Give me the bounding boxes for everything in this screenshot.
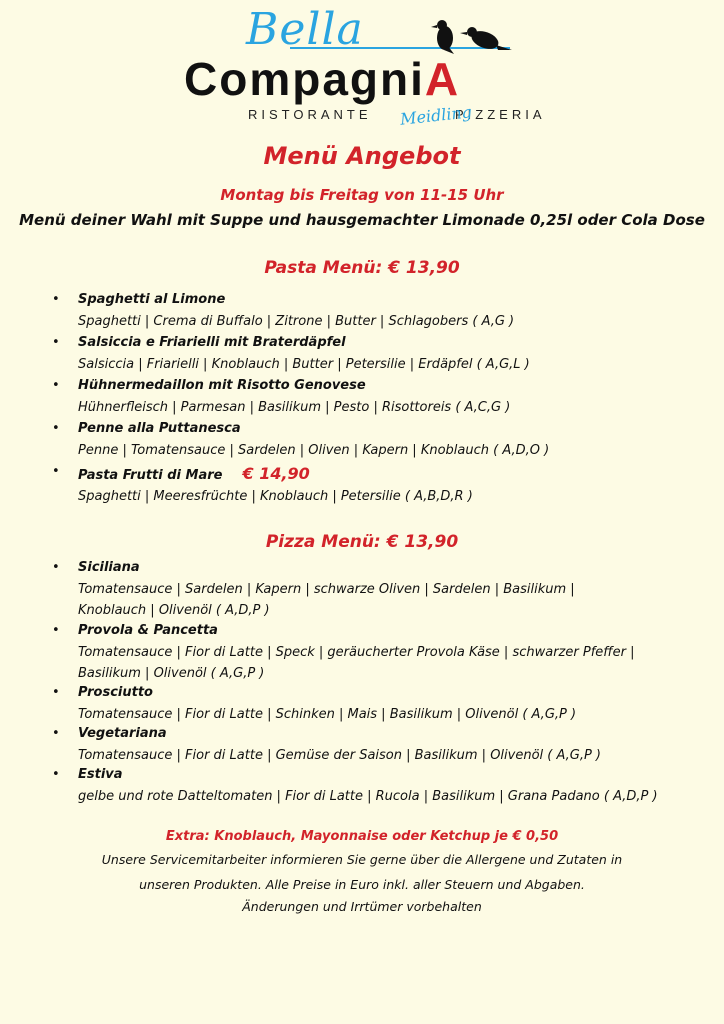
bullet-icon: •	[52, 726, 60, 741]
ingredients-line: Tomatensauce | Sardelen | Kapern | schwarze Oliven | Sardelen | Basilikum |	[78, 582, 575, 597]
item-ingredients: gelbe und rote Datteltomaten | Fior di Latte | Rucola | Basilikum | Grana Padano ( A,D,P )	[78, 789, 658, 804]
pasta-heading: Pasta Menü: € 13,90	[264, 258, 460, 278]
item-name: Hühnermedaillon mit Risotto Genovese	[78, 378, 366, 393]
item-name: Prosciutto	[78, 685, 153, 700]
logo-ristorante: RISTORANTE	[248, 107, 372, 122]
logo-meidling: Meidling	[399, 102, 473, 129]
logo-pizzeria: PIZZERIA	[455, 107, 546, 122]
ingredients-line: Basilikum | Olivenöl ( A,G,P )	[78, 666, 265, 681]
pizza-heading: Pizza Menü: € 13,90	[265, 532, 459, 552]
item-ingredients: Spaghetti | Crema di Buffalo | Zitrone | Butter | Schlagobers ( A,G )	[78, 314, 515, 329]
bullet-icon: •	[52, 421, 60, 436]
bullet-icon: •	[52, 335, 60, 350]
logo-a: A	[424, 53, 461, 105]
extras-note: Extra: Knoblauch, Mayonnaise oder Ketchup je € 0,50	[165, 829, 559, 844]
bullet-icon: •	[52, 378, 60, 393]
item-ingredients: Penne | Tomatensauce | Sardelen | Oliven | Kapern | Knoblauch ( A,D,O )	[78, 443, 550, 458]
item-name: Vegetariana	[78, 726, 167, 741]
logo-compagnia-text	[184, 52, 460, 106]
item-name-text: Pasta Frutti di Mare	[78, 468, 223, 483]
opening-hours: Montag bis Freitag von 11-15 Uhr	[220, 186, 504, 204]
item-name	[78, 464, 310, 483]
price-note: unseren Produkten. Alle Preise in Euro inkl. aller Steuern und Abgaben.	[139, 877, 585, 892]
item-name: Penne alla Puttanesca	[78, 421, 241, 436]
page-title: Menü Angebot	[263, 142, 461, 170]
bullet-icon: •	[52, 292, 60, 307]
logo-bella-text: Bella	[246, 4, 364, 55]
bullet-icon: •	[52, 767, 60, 782]
disclaimer-note: Änderungen und Irrtümer vorbehalten	[242, 899, 482, 914]
item-name: Provola & Pancetta	[78, 623, 218, 638]
menu-description: Menü deiner Wahl mit Suppe und hausgemachter Limonade 0,25l oder Cola Dose	[19, 211, 705, 229]
bullet-icon: •	[52, 560, 60, 575]
item-ingredients: Salsiccia | Friarielli | Knoblauch | Butter | Petersilie | Erdäpfel ( A,G,L )	[78, 357, 530, 372]
bullet-icon: •	[52, 464, 60, 479]
ingredients-line: Tomatensauce | Fior di Latte | Speck | geräucherter Provola Käse | schwarzer Pfeffer |	[78, 645, 635, 660]
bullet-icon: •	[52, 685, 60, 700]
item-name: Spaghetti al Limone	[78, 292, 226, 307]
restaurant-logo	[0, 0, 724, 135]
ingredients-line: Knoblauch | Olivenöl ( A,D,P )	[78, 603, 270, 618]
item-name: Salsiccia e Friarielli mit Braterdäpfel	[78, 335, 346, 350]
logo-compagni: Compagni	[184, 53, 425, 105]
item-ingredients	[78, 642, 668, 684]
allergen-note: Unsere Servicemitarbeiter informieren Sie gerne über die Allergene und Zutaten in	[101, 852, 623, 867]
item-name: Siciliana	[78, 560, 140, 575]
bullet-icon: •	[52, 623, 60, 638]
item-ingredients: Tomatensauce | Fior di Latte | Gemüse der Saison | Basilikum | Olivenöl ( A,G,P )	[78, 748, 602, 763]
item-name: Estiva	[78, 767, 123, 782]
item-ingredients: Hühnerfleisch | Parmesan | Basilikum | Pesto | Risottoreis ( A,C,G )	[78, 400, 511, 415]
item-ingredients: Spaghetti | Meeresfrüchte | Knoblauch | Petersilie ( A,B,D,R )	[78, 489, 473, 504]
item-price: € 14,90	[242, 464, 310, 483]
item-ingredients	[78, 579, 668, 621]
item-ingredients: Tomatensauce | Fior di Latte | Schinken | Mais | Basilikum | Olivenöl ( A,G,P )	[78, 707, 577, 722]
